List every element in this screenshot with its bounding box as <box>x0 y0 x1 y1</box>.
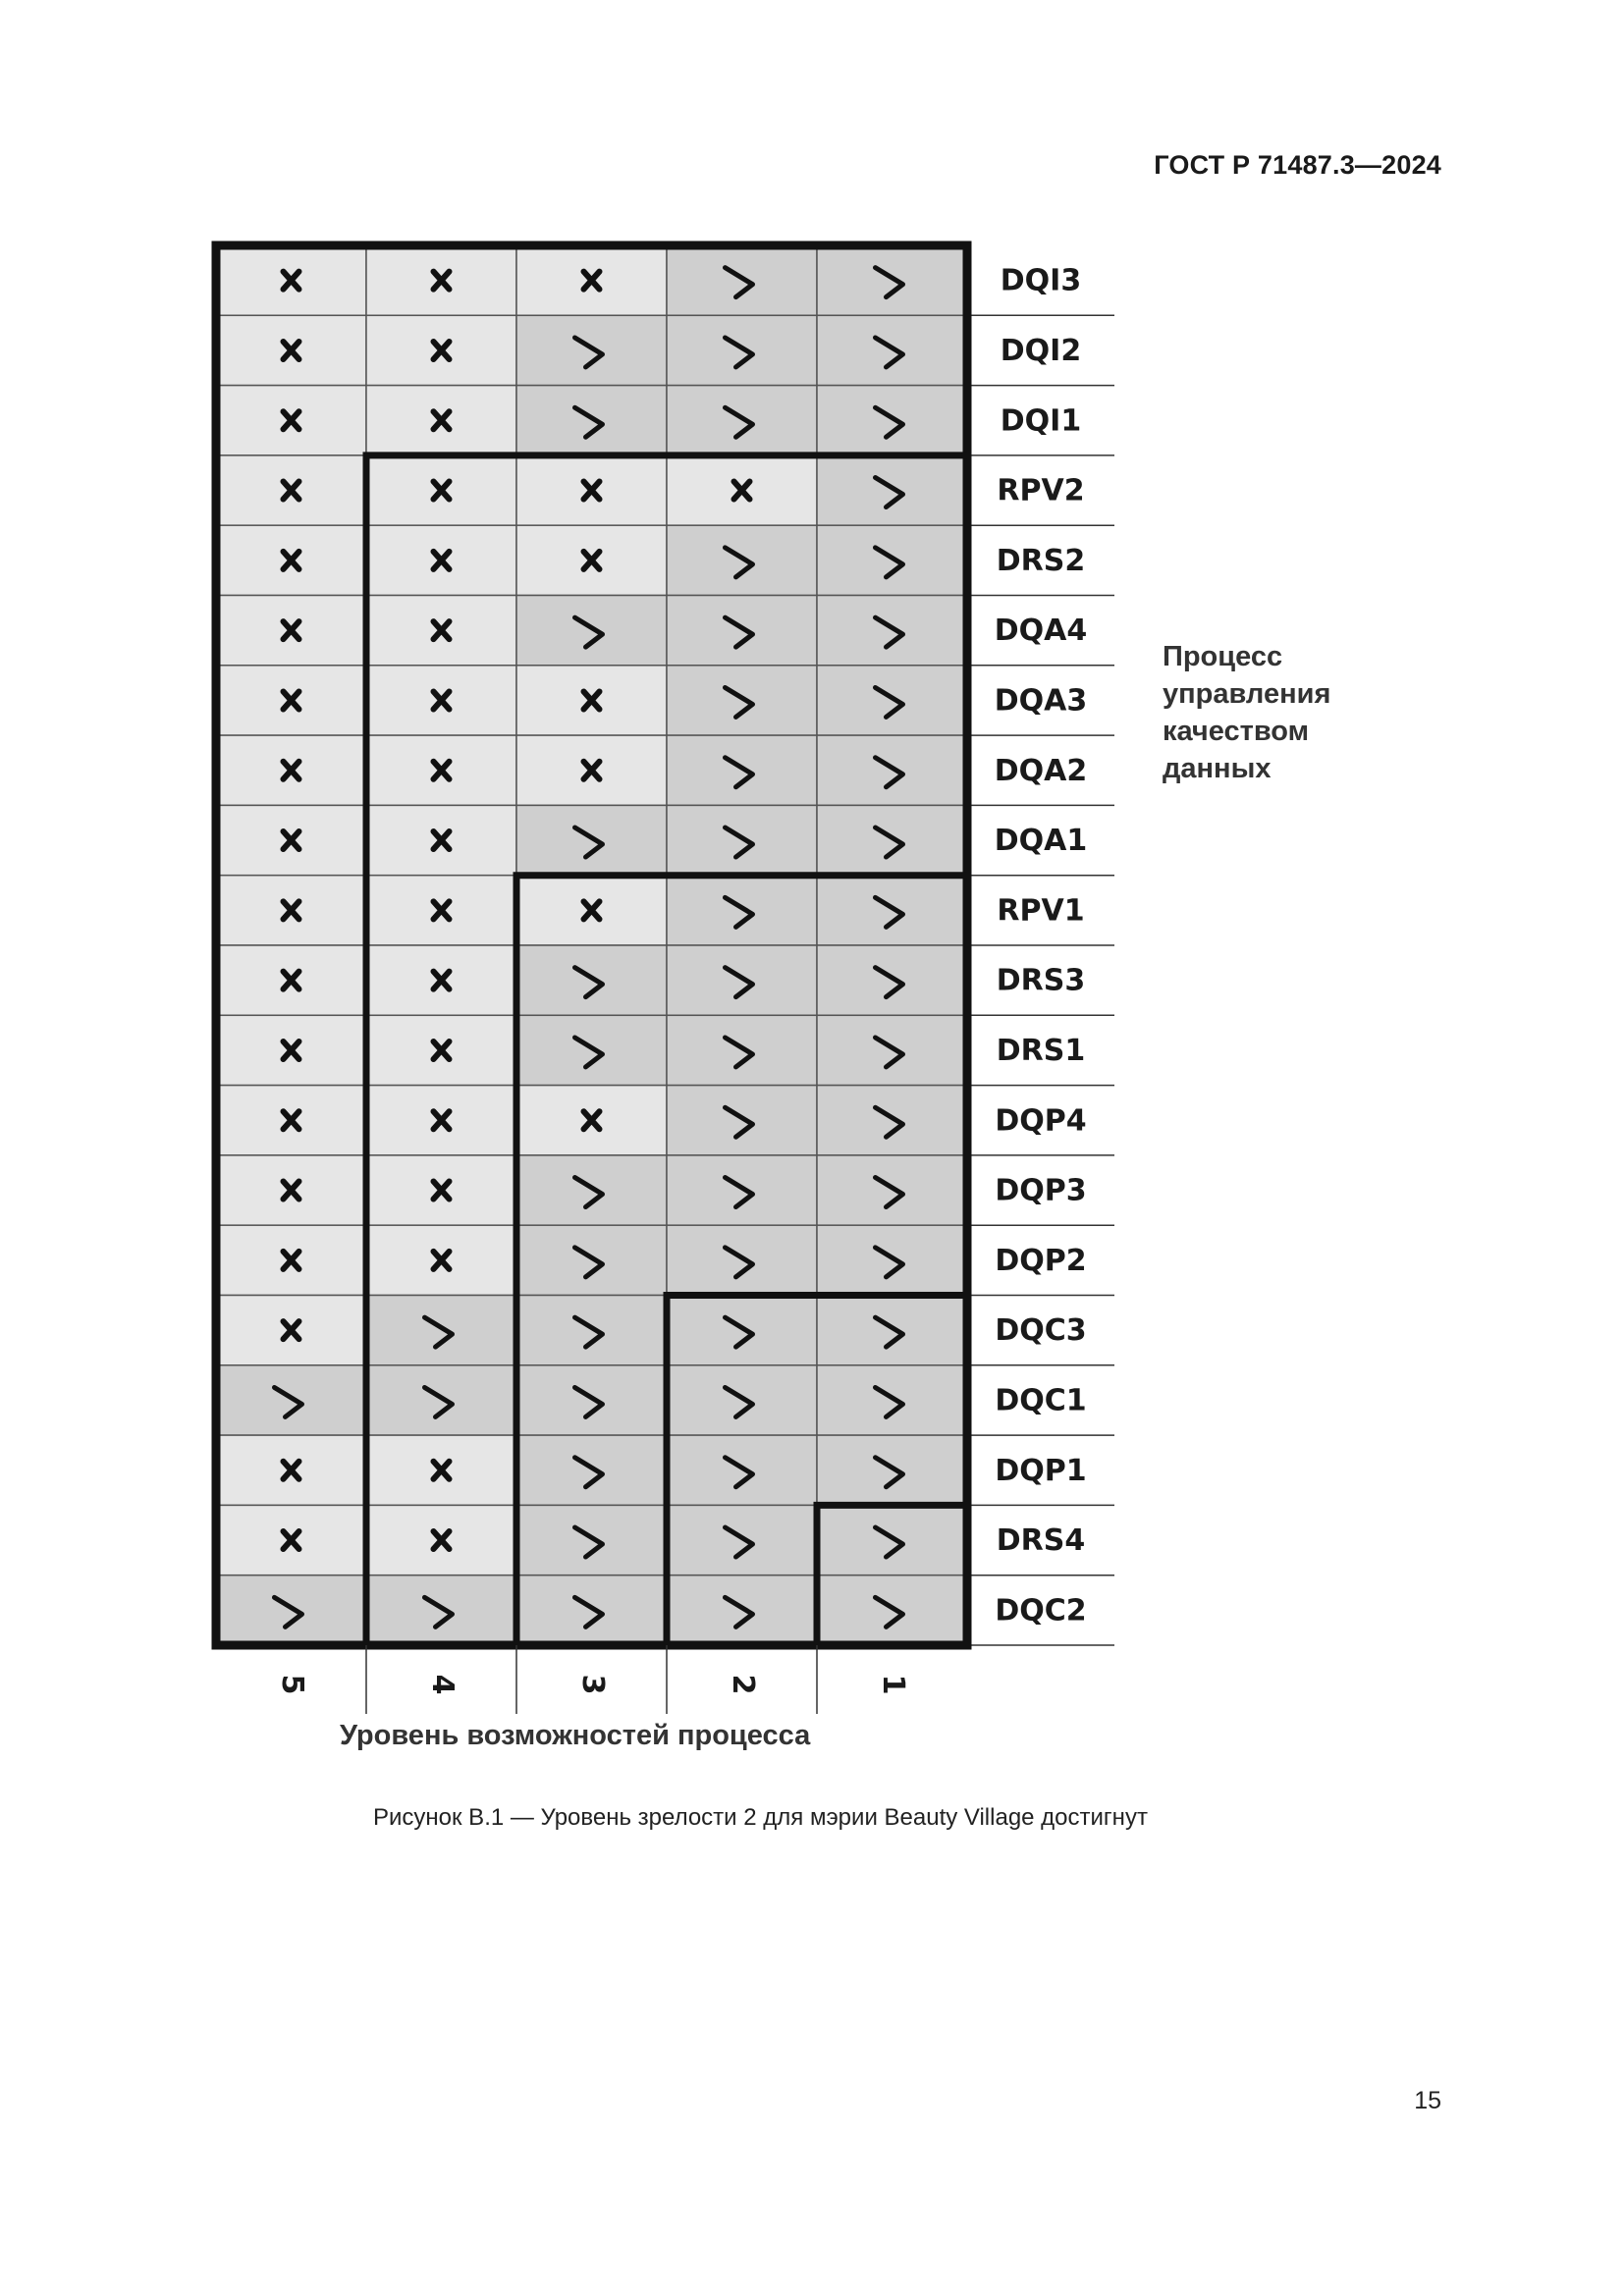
row-label: DQP1 <box>995 1453 1087 1488</box>
row-label: DQA4 <box>994 614 1088 649</box>
row-label: DRS2 <box>996 543 1086 578</box>
row-label: DRS1 <box>996 1033 1086 1068</box>
process-group-label-line: Процесс <box>1163 641 1283 672</box>
row-label: DQP3 <box>995 1173 1087 1208</box>
process-group-label-line: качеством <box>1163 716 1310 747</box>
row-label: DRS4 <box>996 1523 1086 1559</box>
process-group-label <box>1163 638 1330 787</box>
row-label: RPV1 <box>997 893 1085 929</box>
figure-caption: Рисунок В.1 — Уровень зрелости 2 для мэрии Beauty Village достигнут <box>373 1804 1148 1831</box>
x-axis-level-label: 3 <box>575 1674 610 1695</box>
row-label: RPV2 <box>997 473 1085 508</box>
row-label: DQI1 <box>1000 403 1082 439</box>
maturity-grid-figure <box>210 240 1153 1727</box>
x-axis-level-label: 4 <box>425 1674 460 1695</box>
x-axis-level-label: 5 <box>275 1674 309 1695</box>
row-label: DQC3 <box>995 1313 1087 1349</box>
row-label: DQA2 <box>994 753 1088 788</box>
row-label: DQP2 <box>995 1243 1087 1278</box>
process-group-label-line: данных <box>1163 753 1272 784</box>
x-axis-title: Уровень возможностей процесса <box>340 1720 811 1751</box>
row-label: DQC2 <box>995 1593 1087 1629</box>
row-label: DRS3 <box>996 963 1086 998</box>
x-axis-level-label: 1 <box>876 1674 910 1695</box>
row-label: DQP4 <box>995 1103 1087 1139</box>
maturity-grid <box>210 240 1153 1722</box>
x-axis-level-label: 2 <box>726 1674 760 1695</box>
row-label: DQA3 <box>994 683 1088 719</box>
row-label: DQA1 <box>994 824 1088 859</box>
document-standard-id: ГОСТ Р 71487.3—2024 <box>1154 150 1441 180</box>
process-group-label-line: управления <box>1163 678 1331 710</box>
page-number: 15 <box>1414 2087 1441 2114</box>
row-label: DQI2 <box>1000 333 1082 368</box>
row-label: DQC1 <box>995 1383 1087 1418</box>
row-label: DQI3 <box>1000 263 1082 298</box>
